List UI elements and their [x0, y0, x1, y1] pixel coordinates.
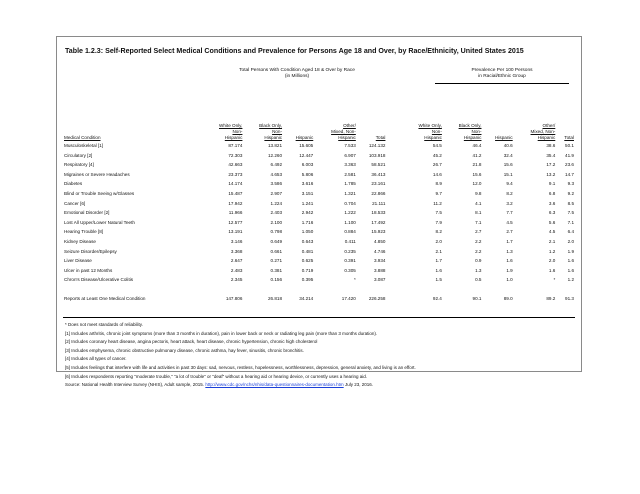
cell-pt: 1.6 [567, 258, 574, 264]
cell-t: 36.413 [371, 171, 386, 177]
cell-o: 0.235 [344, 248, 356, 254]
cell-h: 12.447 [299, 152, 314, 158]
col-header-total: Total [375, 135, 386, 140]
col-header-condition: Medical Condition [64, 135, 101, 140]
row-label: Kidney Disease [64, 238, 96, 244]
table-row [63, 160, 575, 170]
cell-o: 7.533 [344, 143, 356, 148]
cell-t: 103.918 [368, 152, 386, 158]
row-label: Blind or Trouble Seeing w/Glasses [64, 190, 135, 196]
cell-w: 15.487 [228, 190, 243, 196]
cell-pw: 8.9 [435, 181, 442, 187]
cell-ph: 15.6 [503, 162, 513, 168]
cell-t: 23.161 [371, 181, 386, 187]
summary-row [63, 294, 575, 304]
cell-h: 3.151 [301, 190, 314, 196]
cell-o: 3.363 [344, 162, 356, 168]
cell-ph: 89.0 [503, 295, 513, 301]
cell-w: 2.647 [230, 258, 243, 264]
source-text: Source: National Health Interview Survey (NHIS), Adult sample, 2015. [65, 382, 205, 388]
table-row [63, 151, 575, 161]
cell-po: 1.2 [548, 248, 556, 254]
table-row [63, 218, 575, 228]
cell-h: 1.050 [301, 229, 314, 235]
row-label: Respiratory [4] [64, 162, 94, 168]
cell-b: 0.661 [270, 248, 283, 254]
col-header-pct-other: Other/ Mixed, Non- Hispanic [530, 123, 556, 140]
cell-w: 87.174 [228, 143, 243, 148]
cell-w: 72.303 [228, 152, 243, 158]
row-label: Chron's Disease/Ulcerative Colitis [64, 277, 134, 283]
cell-pw: 7.5 [435, 210, 442, 216]
cell-t: 58.521 [371, 162, 386, 168]
group-header-rule [435, 83, 569, 84]
cell-pt: 9.3 [567, 181, 574, 187]
cell-o: 0.704 [344, 200, 356, 206]
group-header-counts-title: Total Persons With Condition Aged 18 & Over by Race [239, 68, 355, 73]
cell-ph: 7.7 [506, 210, 513, 216]
cell-ph: 1.7 [506, 238, 513, 244]
cell-pb: 9.8 [475, 190, 482, 196]
cell-o: 0.411 [344, 238, 356, 244]
cell-po: 9.1 [548, 181, 556, 187]
cell-t: 124.132 [368, 143, 386, 148]
cell-w: 12.577 [228, 219, 243, 225]
cell-h: 0.625 [301, 258, 314, 264]
cell-o: 17.420 [341, 295, 356, 301]
cell-t: 4.850 [373, 238, 386, 244]
cell-h: 15.605 [299, 143, 314, 148]
cell-t: 22.866 [371, 190, 386, 196]
source-note [65, 381, 577, 390]
cell-pb: 7.1 [475, 219, 482, 225]
table-row [63, 266, 575, 276]
cell-b: 3.586 [270, 181, 283, 187]
cell-w: 3.368 [230, 248, 243, 254]
table-row [63, 170, 575, 180]
cell-pt: 9.2 [567, 190, 574, 196]
cell-ph: 40.6 [503, 143, 513, 148]
cell-t: 226.258 [368, 295, 386, 301]
cell-pb: 4.1 [475, 200, 482, 206]
cell-o: * [354, 277, 356, 283]
row-label: Reports at Least One Medical Condition [64, 295, 146, 301]
row-label: Migraines or Severe Headaches [64, 171, 130, 177]
cell-pb: 1.3 [475, 267, 482, 273]
cell-t: 21.111 [372, 200, 386, 206]
cell-b: 0.156 [270, 277, 283, 283]
footnote: [5] Includes feelings that interfere with life and activities in past 30 days: sad, nervous, restless, hopelessness, worthlessness, depression, general anxiety, and living is an effort. [65, 364, 416, 370]
cell-pb: 0.5 [475, 277, 482, 283]
cell-po: 5.6 [548, 219, 556, 225]
row-label: Lost All Upper/Lower Natural Teeth [64, 219, 135, 225]
cell-pb: 8.1 [475, 210, 482, 216]
cell-w: 42.663 [228, 162, 243, 168]
cell-h: 1.241 [301, 200, 314, 206]
cell-pt: 91.3 [565, 295, 574, 301]
cell-b: 2.100 [270, 219, 283, 225]
footnote: [1] Includes arthritis, chronic joint symptoms (more than 3 months in duration), pain in lower back or neck or radiating leg pain (more than 3 months duration). [65, 330, 378, 336]
cell-pw: 8.2 [435, 229, 442, 235]
cell-pt: 8.5 [567, 200, 574, 206]
row-label: Diabetes [64, 181, 83, 187]
cell-po: 89.2 [546, 295, 556, 301]
cell-h: 0.719 [301, 267, 314, 273]
cell-ph: 3.2 [506, 200, 513, 206]
cell-w: 14.174 [228, 181, 243, 187]
source-link[interactable]: http://www.cdc.gov/nchs/nhis/data-questionnaires-documentation.htm [205, 382, 344, 388]
cell-h: 0.395 [301, 277, 314, 283]
cell-po: 1.6 [548, 267, 556, 273]
cell-pb: 2.2 [475, 238, 482, 244]
cell-pb: 2.2 [475, 248, 482, 254]
col-header-pct-black: Black Only, Non- Hispanic [458, 123, 482, 140]
row-label: Liver Disease [64, 258, 92, 264]
cell-pb: 21.8 [472, 162, 482, 168]
cell-pw: 1.5 [435, 277, 442, 283]
cell-o: 6.907 [344, 152, 356, 158]
table-row [63, 227, 575, 237]
table-row [63, 189, 575, 199]
cell-pt: 7.1 [567, 219, 574, 225]
table-title: Table 1.2.3: Self-Reported Select Medical Conditions and Prevalence for Persons Age 18 and Over, by Race/Ethnicity, United States 2015 [65, 47, 524, 55]
cell-ph: 32.4 [503, 152, 513, 158]
group-header-prevalence-sub: in Racial/Ethnic Group [478, 74, 526, 79]
cell-w: 3.146 [230, 238, 243, 244]
cell-pw: 9.7 [435, 190, 442, 196]
cell-pw: 7.9 [435, 219, 442, 225]
cell-pw: 1.7 [435, 258, 442, 264]
cell-pb: 90.1 [472, 295, 482, 301]
row-label: Hearing Trouble [8] [64, 229, 104, 235]
cell-po: 2.0 [548, 258, 556, 264]
cell-po: 35.4 [546, 152, 556, 158]
cell-ph: 1.3 [506, 248, 513, 254]
cell-w: 147.806 [225, 295, 243, 301]
cell-pw: 1.6 [435, 267, 442, 273]
cell-w: 2.483 [230, 267, 243, 273]
row-label: Seizure Disorder/Epilepsy [64, 248, 117, 254]
group-header-prevalence [427, 68, 577, 80]
cell-pw: 11.2 [433, 200, 442, 206]
col-header-black: Black Only, Non- Hispanic [259, 123, 283, 140]
cell-pb: 41.2 [472, 152, 482, 158]
cell-ph: 1.0 [506, 277, 513, 283]
cell-pw: 54.5 [432, 143, 442, 148]
footnote: [4] Includes all types of cancer. [65, 356, 127, 362]
cell-w: 17.942 [228, 200, 243, 206]
cell-ph: 9.4 [506, 181, 513, 187]
col-header-white: White Only, Non- Hispanic [219, 123, 243, 140]
cell-o: 1.321 [344, 190, 356, 196]
cell-b: 13.821 [267, 143, 283, 148]
cell-t: 3.888 [373, 267, 386, 273]
cell-pb: 46.4 [472, 143, 482, 148]
col-header-other: Other/ Mixed, Non- Hispanic [331, 123, 356, 140]
cell-po: 17.2 [546, 162, 556, 168]
cell-ph: 8.2 [506, 190, 513, 196]
cell-w: 2.345 [230, 277, 243, 283]
cell-o: 1.785 [344, 181, 356, 187]
col-header-pct-hispanic: Hispanic [495, 135, 513, 140]
cell-pb: 0.9 [475, 258, 482, 264]
row-label: Circulatory [2] [64, 152, 93, 158]
cell-b: 12.260 [267, 152, 283, 158]
footnotes [65, 321, 577, 390]
table-row [63, 208, 575, 218]
cell-po: 13.2 [546, 171, 556, 177]
cell-b: 1.224 [270, 200, 283, 206]
cell-b: 0.381 [270, 267, 283, 273]
footnote-divider [63, 317, 575, 318]
table-row [63, 179, 575, 189]
cell-pt: 1.6 [567, 267, 574, 273]
cell-h: 0.643 [301, 238, 314, 244]
footnote: [3] Includes emphysema, chronic obstructive pulmonary disease, chronic asthma, hay fever, sinusitis, chronic bronchitis. [65, 347, 304, 353]
cell-pw: 92.4 [432, 295, 442, 301]
cell-t: 17.492 [371, 219, 386, 225]
cell-pw: 2.0 [435, 238, 442, 244]
cell-ph: 2.7 [506, 229, 513, 235]
cell-o: 2.581 [344, 171, 356, 177]
cell-po: 38.6 [546, 143, 556, 148]
cell-b: 2.907 [270, 190, 283, 196]
cell-o: 0.884 [344, 229, 356, 235]
cell-b: 6.492 [270, 162, 283, 168]
row-label: Emotional Disorder [2] [64, 210, 110, 216]
cell-t: 3.087 [373, 277, 386, 283]
group-header-counts [207, 68, 387, 80]
cell-po: 6.8 [548, 190, 556, 196]
table-row [63, 237, 575, 247]
cell-b: 0.649 [270, 238, 283, 244]
cell-o: 0.391 [344, 258, 356, 264]
table-row [63, 247, 575, 257]
group-header-prevalence-title: Prevalence Per 100 Persons [471, 68, 533, 73]
cell-pt: 7.5 [567, 210, 574, 216]
group-header-counts-sub: (in Millions) [284, 74, 310, 79]
table-row [63, 199, 575, 209]
cell-b: 2.403 [270, 210, 283, 216]
col-header-pct-total: Total [564, 135, 574, 140]
cell-pw: 14.6 [432, 171, 442, 177]
cell-w: 23.373 [228, 171, 243, 177]
cell-b: 26.818 [267, 295, 283, 301]
cell-ph: 1.9 [506, 267, 513, 273]
cell-o: 1.100 [344, 219, 356, 225]
row-spacer [63, 285, 575, 294]
cell-pt: 6.4 [567, 229, 574, 235]
footnote: [6] Includes respondents reporting "moderate trouble," "a lot of trouble" or "deaf" without a hearing aid or hearing device, or currently uses a hearing aid. [65, 373, 368, 379]
col-header-hispanic: Hispanic [295, 135, 314, 140]
footnote: * Does not meet standards of reliability. [65, 322, 143, 327]
source-date: July 23, 2016. [344, 382, 373, 388]
cell-pb: 2.7 [475, 229, 482, 235]
row-label: Cancer [6] [64, 200, 86, 206]
cell-pt: 50.1 [565, 143, 574, 148]
cell-pt: 23.6 [565, 162, 574, 168]
cell-h: 0.481 [301, 248, 314, 254]
cell-pt: 14.7 [565, 171, 574, 177]
col-header-pct-white: White Only, Non- Hispanic [418, 123, 442, 140]
table-row [63, 275, 575, 285]
table-row [63, 256, 575, 266]
cell-po: 2.1 [548, 238, 556, 244]
cell-o: 0.305 [344, 267, 356, 273]
cell-t: 18.533 [371, 210, 386, 216]
table-card [56, 36, 582, 388]
cell-o: 1.222 [344, 210, 356, 216]
footnote: [2] Includes coronary heart disease, angina pectoris, heart attack, heart disease, chronic hypertension, chronic high cholesterol [65, 339, 318, 345]
cell-pb: 15.6 [472, 171, 482, 177]
cell-h: 3.616 [301, 181, 314, 187]
cell-ph: 15.1 [503, 171, 513, 177]
cell-pt: 1.9 [567, 248, 574, 254]
cell-t: 4.746 [373, 248, 386, 254]
cell-po: 4.5 [548, 229, 556, 235]
cell-h: 2.942 [301, 210, 314, 216]
cell-h: 1.716 [301, 219, 314, 225]
cell-h: 34.214 [299, 295, 314, 301]
cell-h: 6.003 [301, 162, 314, 168]
row-label: Musculoskeletal [1] [64, 143, 104, 148]
cell-b: 0.271 [270, 258, 283, 264]
cell-pw: 45.2 [432, 152, 442, 158]
cell-pt: 41.9 [565, 152, 574, 158]
cell-ph: 4.5 [506, 219, 513, 225]
cell-b: 0.798 [270, 229, 283, 235]
cell-ph: 1.6 [506, 258, 513, 264]
cell-w: 11.966 [228, 210, 243, 216]
cell-w: 13.191 [228, 229, 243, 235]
cell-po: * [553, 277, 556, 283]
cell-t: 15.923 [371, 229, 386, 235]
cell-pt: 1.2 [567, 277, 574, 283]
cell-pw: 26.7 [432, 162, 442, 168]
cell-po: 3.6 [548, 200, 556, 206]
cell-pb: 12.0 [472, 181, 482, 187]
cell-po: 6.3 [548, 210, 556, 216]
table-body [63, 141, 575, 304]
cell-t: 3.934 [373, 258, 386, 264]
cell-h: 5.806 [301, 171, 314, 177]
table-row [63, 141, 575, 151]
cell-b: 4.653 [270, 171, 283, 177]
cell-pw: 2.1 [435, 248, 442, 254]
row-label: Ulcer in past 12 Months [64, 267, 113, 273]
data-table [63, 123, 575, 304]
column-header-row [63, 123, 575, 141]
cell-pt: 2.0 [567, 238, 574, 244]
